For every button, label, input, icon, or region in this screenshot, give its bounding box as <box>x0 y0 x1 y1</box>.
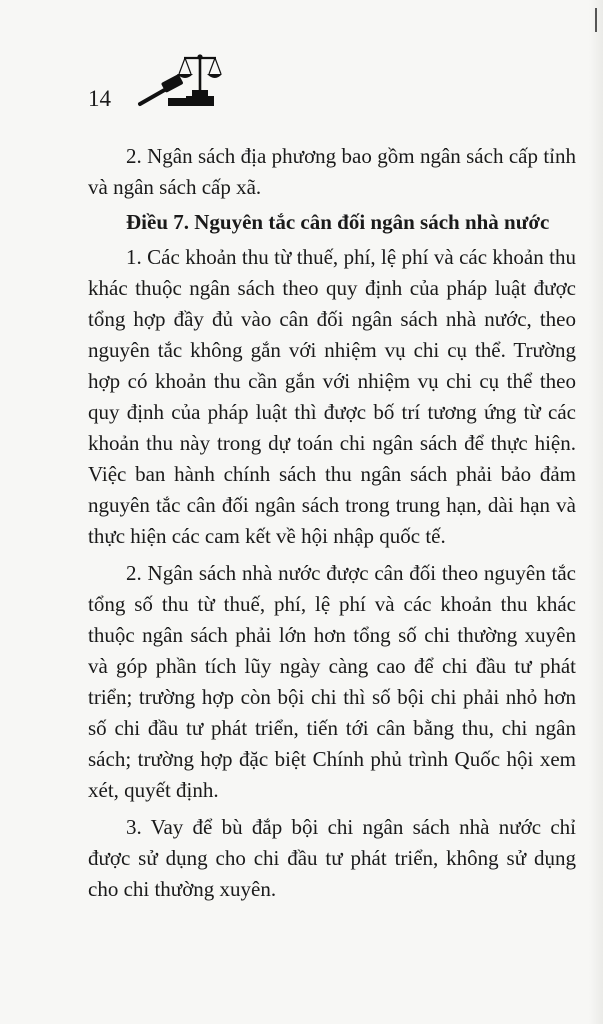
page-edge <box>589 0 603 1024</box>
article-body <box>88 141 576 905</box>
paragraph-1: 1. Các khoản thu từ thuế, phí, lệ phí và các khoản thu khác thuộc ngân sách theo quy định của pháp luật được tổng hợp đầy đủ vào cân đối ngân sách nhà nước, theo nguyên tắc không gắn với nhiệm vụ chi cụ thể. Trường hợp có khoản thu cần gắn với nhiệm vụ chi cụ thể theo quy định của pháp luật thì được bố trí tương ứng từ các khoản thu này trong dự toán chi ngân sách để thực hiện. Việc ban hành chính sách thu ngân sách phải bảo đảm nguyên tắc cân đối ngân sách trong trung hạn, dài hạn và thực hiện các cam kết về hội nhập quốc tế. <box>88 245 576 548</box>
paragraph-3: 3. Vay để bù đắp bội chi ngân sách nhà nước chỉ được sử dụng cho chi đầu tư phát triển, không sử dụng cho chi thường xuyên. <box>88 815 576 901</box>
edge-mark <box>595 8 597 32</box>
page-number: 14 <box>88 86 111 111</box>
scales-of-justice-gavel-icon <box>132 52 222 110</box>
article-heading: Điều 7. Nguyên tắc cân đối ngân sách nhà nước <box>126 210 550 234</box>
paragraph-prev: 2. Ngân sách địa phương bao gồm ngân sách cấp tỉnh và ngân sách cấp xã. <box>88 144 576 199</box>
paragraph-2: 2. Ngân sách nhà nước được cân đối theo nguyên tắc tổng số thu từ thuế, phí, lệ phí và các khoản thu khác thuộc ngân sách phải lớn hơn tổng số chi thường xuyên và góp phần tích lũy ngày càng cao để chi đầu tư phát triển; trường hợp còn bội chi thì số bội chi phải nhỏ hơn số chi đầu tư phát triển, tiến tới cân bằng thu, chi ngân sách; trường hợp đặc biệt Chính phủ trình Quốc hội xem xét, quyết định. <box>88 561 576 802</box>
page-header <box>88 52 248 114</box>
